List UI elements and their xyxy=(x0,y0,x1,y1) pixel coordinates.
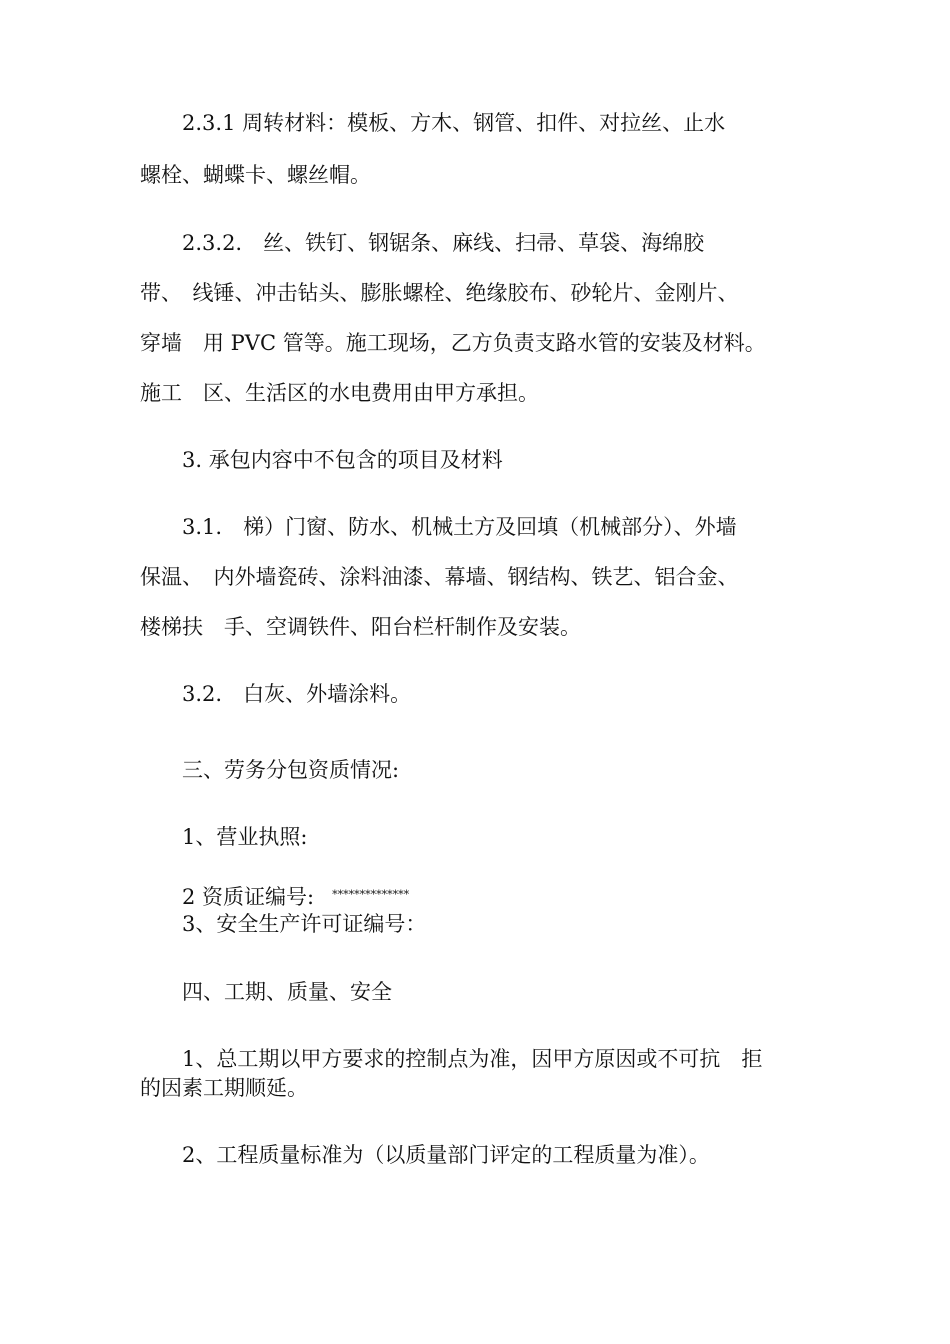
safety-permit-line: 3、安全生产许可证编号： xyxy=(140,912,427,936)
schedule-line-1: 1、总工期以甲方要求的控制点为准，因甲方原因或不可抗 拒 xyxy=(140,1047,763,1071)
heading-3: 3. 承包内容中不包含的项目及材料 xyxy=(140,448,503,472)
quality-line: 2、工程质量标准为（以质量部门评定的工程质量为准）。 xyxy=(140,1143,710,1167)
business-license-line: 1、营业执照: xyxy=(140,825,308,849)
para-3-1-line-1: 3.1. 梯）门窗、防水、机械土方及回填（机械部分）、外墙 xyxy=(140,515,737,539)
para-2-3-2-line-2: 带、 线锤、冲击钻头、膨胀螺栓、绝缘胶布、砂轮片、金刚片、 xyxy=(140,281,739,305)
para-3-1-line-2: 保温、 内外墙瓷砖、涂料油漆、幕墙、钢结构、铁艺、铝合金、 xyxy=(140,565,739,589)
schedule-line-2: 的因素工期顺延。 xyxy=(140,1076,308,1100)
heading-section-3: 三、劳务分包资质情况: xyxy=(140,758,400,782)
para-2-3-2-line-3: 穿墙 用 PVC 管等。施工现场，乙方负责支路水管的安装及材料。 xyxy=(140,331,766,355)
para-3-2: 3.2. 白灰、外墙涂料。 xyxy=(140,682,412,706)
heading-section-4: 四、工期、质量、安全 xyxy=(140,980,392,1004)
para-2-3-2-line-1: 2.3.2. 丝、铁钉、钢锯条、麻线、扫帚、草袋、海绵胶 xyxy=(140,231,705,255)
qualification-cert-label: 2 资质证编号: xyxy=(140,885,315,909)
para-2-3-1-line-1: 2.3.1 周转材料：模板、方木、钢管、扣件、对拉丝、止水 xyxy=(140,111,726,135)
para-2-3-1-line-2: 螺栓、蝴蝶卡、螺丝帽。 xyxy=(140,163,371,187)
para-2-3-2-line-4: 施工 区、生活区的水电费用由甲方承担。 xyxy=(140,381,539,405)
para-3-1-line-3: 楼梯扶 手、空调铁件、阳台栏杆制作及安装。 xyxy=(140,615,581,639)
qualification-cert-line xyxy=(140,882,820,910)
qualification-cert-number: ************** xyxy=(332,888,410,901)
